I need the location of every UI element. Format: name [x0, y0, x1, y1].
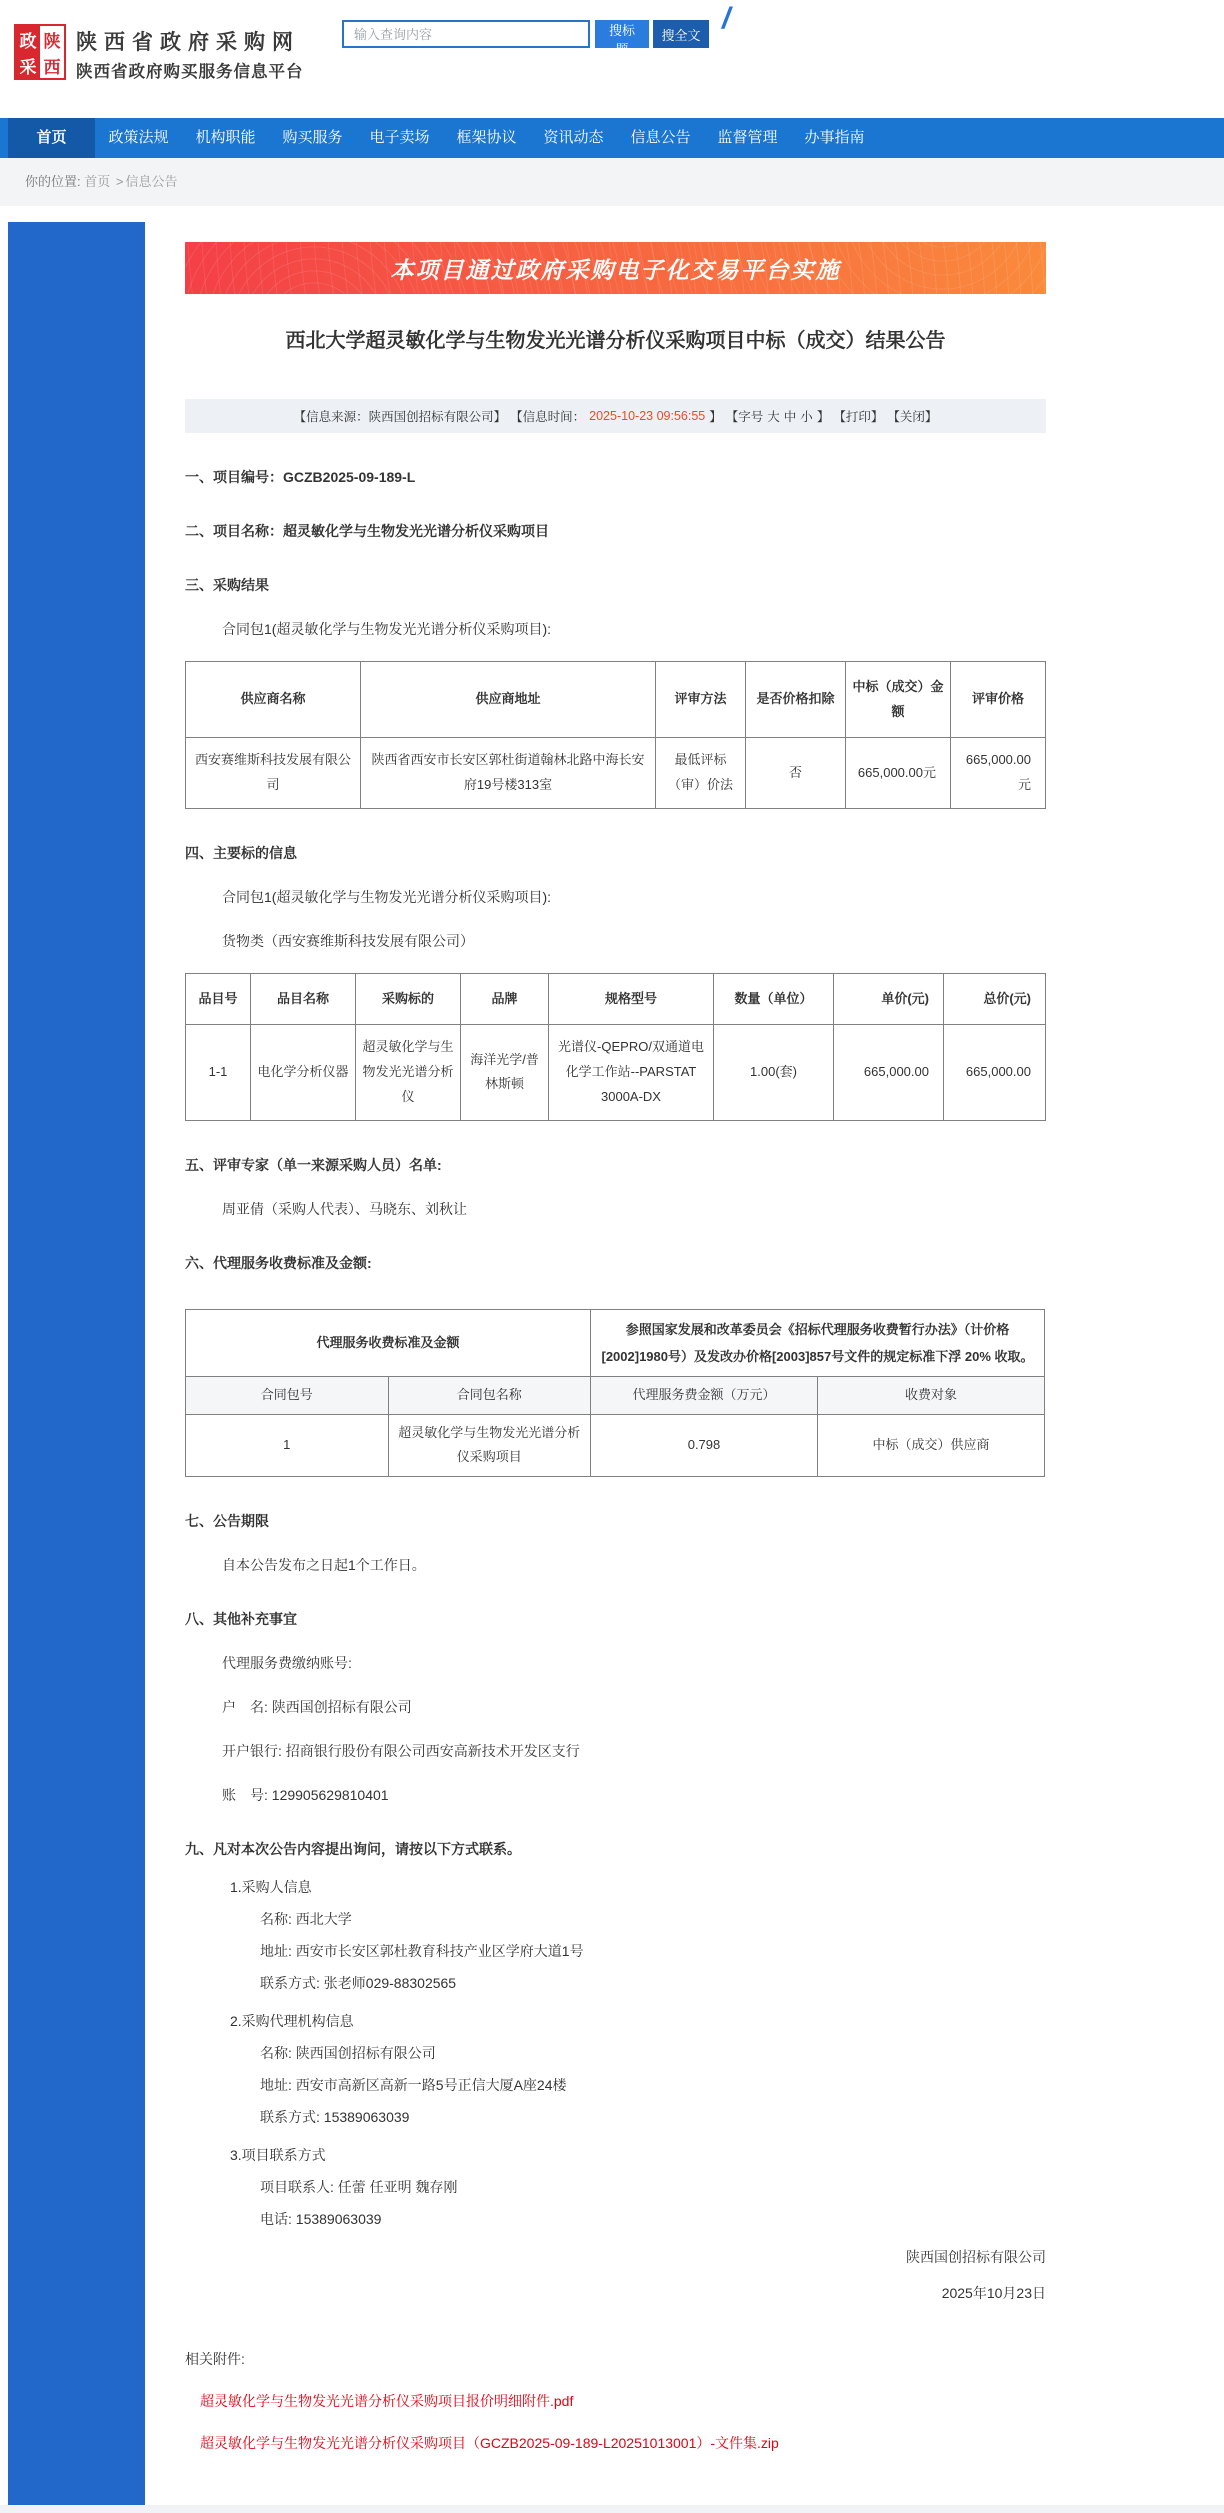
- attachments-label: 相关附件:: [185, 2351, 245, 2368]
- font-size-small-button[interactable]: 小: [800, 410, 813, 424]
- item-detail-table: [185, 973, 1046, 1121]
- supplier-addr: 陕西省西安市长安区郭杜街道翰林北路中海长安府19号楼313室: [361, 738, 656, 808]
- article-content: [185, 206, 1046, 2505]
- project-contact-title: 3.项目联系方式: [230, 2147, 326, 2164]
- col-supplier-name: 供应商名称: [186, 662, 361, 738]
- nav-item-home[interactable]: 首页: [8, 118, 95, 158]
- close-button[interactable]: 【关闭】: [887, 410, 938, 424]
- section-1-project-number: 一、项目编号：GCZB2025-09-189-L: [185, 469, 416, 485]
- table-merge-row: [186, 1309, 1045, 1377]
- section-6-heading: 六、代理服务收费标准及金额:: [185, 1254, 372, 1271]
- page-footer-strip: [0, 2505, 1224, 2513]
- page-title: 西北大学超灵敏化学与生物发光光谱分析仪采购项目中标（成交）结果公告: [285, 330, 946, 352]
- section-5-experts: 周亚倩（采购人代表）、马晓东、刘秋让: [222, 1200, 467, 1217]
- agency-address: 地址: 西安市高新区高新一路5号正信大厦A座24楼: [260, 2077, 567, 2094]
- supplier-result-table: [185, 661, 1046, 809]
- breadcrumb-separator: >: [115, 174, 124, 189]
- package-no: 1: [186, 1414, 389, 1476]
- section-4-package-line: 合同包1(超灵敏化学与生物发光光谱分析仪采购项目):: [222, 888, 551, 905]
- print-button[interactable]: 【打印】: [833, 410, 884, 424]
- logo-char: 政: [16, 26, 40, 52]
- col-review-price: 评审价格: [951, 662, 1046, 738]
- fee-standard-label: 代理服务收费标准及金额: [186, 1309, 591, 1377]
- payment-account-label: 代理服务费缴纳账号:: [222, 1655, 352, 1672]
- buyer-address: 地址: 西安市长安区郭杜教育科技产业区学府大道1号: [260, 1943, 584, 1960]
- supplier-name: 西安赛维斯科技发展有限公司: [186, 738, 361, 808]
- table-header-row: [186, 973, 1046, 1025]
- nav-item-policies[interactable]: 政策法规: [108, 129, 169, 146]
- table-header-row: [186, 662, 1046, 738]
- nav-item-guide[interactable]: 办事指南: [804, 129, 865, 146]
- section-7-heading: 七、公告期限: [185, 1513, 269, 1530]
- meta-font-prefix: 【字号: [725, 410, 764, 424]
- price-deduction: 否: [746, 738, 846, 808]
- slash-mark: /: [722, 2, 731, 35]
- search-input[interactable]: [344, 22, 588, 46]
- main-nav: [0, 118, 1224, 158]
- col-quantity: 数量（单位）: [714, 973, 834, 1025]
- agency-fee-table: [185, 1309, 1045, 1478]
- col-spec-model: 规格型号: [549, 973, 714, 1025]
- section-4-goods-line: 货物类（西安赛维斯科技发展有限公司）: [222, 932, 474, 949]
- fee-amount: 0.798: [591, 1414, 818, 1476]
- col-fee-amount: 代理服务费金额（万元）: [591, 1377, 818, 1415]
- col-supplier-addr: 供应商地址: [361, 662, 656, 738]
- article-meta-bar: [185, 399, 1046, 433]
- col-total-price: 总价(元): [944, 973, 1046, 1025]
- unit-price: 665,000.00: [834, 1025, 944, 1120]
- nav-item-announcements[interactable]: 信息公告: [630, 129, 691, 146]
- review-method: 最低评标（审）价法: [656, 738, 746, 808]
- brand: 海洋光学/普林斯顿: [461, 1025, 549, 1120]
- col-unit-price: 单价(元): [834, 973, 944, 1025]
- col-item-no: 品目号: [186, 973, 251, 1025]
- search-title-button[interactable]: 搜标题: [595, 20, 649, 48]
- award-amount: 665,000.00元: [846, 738, 951, 808]
- nav-item-functions[interactable]: 机构职能: [195, 129, 256, 146]
- meta-time-prefix: 【信息时间：: [510, 410, 586, 424]
- col-price-deduction: 是否价格扣除: [746, 662, 846, 738]
- meta-font-suffix: 】: [816, 410, 830, 424]
- table-row: [186, 1025, 1046, 1120]
- signature-date: 2025年10月23日: [941, 2285, 1046, 2302]
- nav-item-supervision[interactable]: 监督管理: [717, 129, 778, 146]
- section-3-package-line: 合同包1(超灵敏化学与生物发光光谱分析仪采购项目):: [222, 621, 551, 637]
- buyer-info-title: 1.采购人信息: [230, 1879, 312, 1896]
- attachment-link-pdf[interactable]: 超灵敏化学与生物发光光谱分析仪采购项目报价明细附件.pdf: [200, 2393, 574, 2410]
- section-7-text: 自本公告发布之日起1个工作日。: [222, 1557, 426, 1574]
- col-review-method: 评审方法: [656, 662, 746, 738]
- item-name: 电化学分析仪器: [251, 1025, 356, 1120]
- table-header-row: [186, 1377, 1045, 1415]
- left-sidebar-panel: [8, 222, 145, 2505]
- table-row: [186, 738, 1046, 808]
- font-size-medium-button[interactable]: 中: [783, 410, 797, 424]
- meta-time-value: 2025-10-23 09:56:55: [589, 409, 706, 423]
- section-8-heading: 八、其他补充事宜: [185, 1611, 297, 1628]
- logo-char: 采: [16, 52, 40, 78]
- fee-payer: 中标（成交）供应商: [818, 1414, 1045, 1476]
- section-9-heading: 九、凡对本次公告内容提出询问，请按以下方式联系。: [185, 1841, 521, 1858]
- agency-info-title: 2.采购代理机构信息: [230, 2013, 354, 2030]
- project-contacts: 项目联系人: 任蕾 任亚明 魏存刚: [260, 2179, 458, 2196]
- item-no: 1-1: [186, 1025, 251, 1120]
- logo-char: 西: [40, 52, 64, 78]
- breadcrumb: [0, 158, 1224, 206]
- bank-name: 开户银行: 招商银行股份有限公司西安高新技术开发区支行: [222, 1743, 580, 1760]
- section-4-heading: 四、主要标的信息: [185, 844, 297, 861]
- search-box: [342, 20, 590, 48]
- main-area: [0, 206, 1224, 2505]
- table-row: [186, 1414, 1045, 1476]
- nav-item-news[interactable]: 资讯动态: [543, 129, 604, 146]
- attachment-link-zip[interactable]: 超灵敏化学与生物发光光谱分析仪采购项目（GCZB2025-09-189-L20251013001）-文件集.zip: [200, 2435, 779, 2452]
- review-price: 665,000.00元: [951, 738, 1046, 808]
- meta-source: 【信息来源：陕西国创招标有限公司】: [293, 410, 507, 424]
- platform-banner: 本项目通过政府采购电子化交易平台实施: [185, 242, 1046, 294]
- agency-contact: 联系方式: 15389063039: [260, 2109, 410, 2126]
- breadcrumb-home[interactable]: 首页: [84, 174, 111, 189]
- agency-name: 名称: 陕西国创招标有限公司: [260, 2045, 436, 2062]
- col-brand: 品牌: [461, 973, 549, 1025]
- section-5-heading: 五、评审专家（单一来源采购人员）名单:: [185, 1156, 442, 1173]
- signature-org: 陕西国创招标有限公司: [906, 2249, 1046, 2266]
- site-subtitle: 陕西省政府购买服务信息平台: [76, 63, 304, 81]
- col-award-amount: 中标（成交）金额: [846, 662, 951, 738]
- col-package-no: 合同包号: [186, 1377, 389, 1415]
- logo-char: 陕: [40, 26, 64, 52]
- breadcrumb-current[interactable]: 信息公告: [125, 174, 178, 189]
- fee-standard-text: 参照国家发展和改革委员会《招标代理服务收费暂行办法》（计价格[2002]1980号）及发改办价格[2003]857号文件的规定标准下浮 20% 收取。: [591, 1309, 1045, 1377]
- package-name: 超灵敏化学与生物发光光谱分析仪采购项目: [388, 1414, 591, 1476]
- nav-item-e-market[interactable]: 电子卖场: [369, 129, 430, 146]
- section-3-heading: 三、采购结果: [185, 577, 269, 593]
- spec-model: 光谱仪-QEPRO/双通道电化学工作站--PARSTAT 3000A-DX: [549, 1025, 714, 1120]
- total-price: 665,000.00: [944, 1025, 1046, 1120]
- breadcrumb-label: 你的位置:: [25, 174, 81, 189]
- nav-item-framework[interactable]: 框架协议: [456, 129, 517, 146]
- site-title: 陕西省政府采购网: [76, 31, 300, 54]
- account-name: 户 名: 陕西国创招标有限公司: [222, 1699, 412, 1716]
- font-size-large-button[interactable]: 大: [767, 410, 780, 424]
- col-target: 采购标的: [356, 973, 461, 1025]
- top-header: [0, 0, 1224, 118]
- section-2-project-name: 二、项目名称：超灵敏化学与生物发光光谱分析仪采购项目: [185, 523, 549, 539]
- buyer-name: 名称: 西北大学: [260, 1911, 352, 1928]
- search-fulltext-button[interactable]: 搜全文: [653, 20, 709, 48]
- buyer-contact: 联系方式: 张老师029-88302565: [260, 1975, 457, 1992]
- nav-item-purchase-service[interactable]: 购买服务: [282, 129, 343, 146]
- account-number: 账 号: 129905629810401: [222, 1787, 389, 1804]
- site-logo[interactable]: [14, 24, 66, 80]
- col-package-name: 合同包名称: [388, 1377, 591, 1415]
- meta-time-suffix: 】: [709, 410, 722, 424]
- project-phone: 电话: 15389063039: [260, 2211, 382, 2228]
- col-item-name: 品目名称: [251, 973, 356, 1025]
- col-fee-payer: 收费对象: [818, 1377, 1045, 1415]
- quantity: 1.00(套): [714, 1025, 834, 1120]
- target: 超灵敏化学与生物发光光谱分析仪: [356, 1025, 461, 1120]
